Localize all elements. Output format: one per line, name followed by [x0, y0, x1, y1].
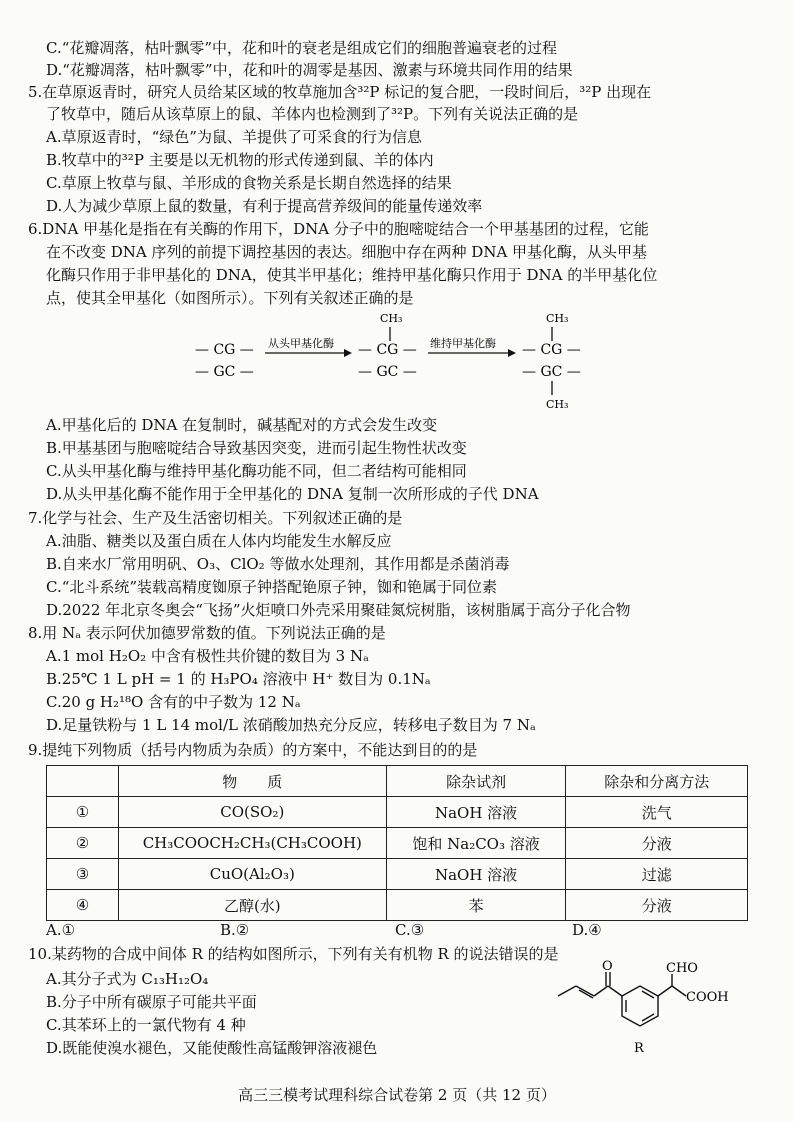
carbonyl-o-label: O: [602, 960, 613, 974]
strand1-gc: — GC —: [195, 364, 254, 380]
substance-cell: 乙醇(水): [118, 890, 386, 921]
table-row: [47, 859, 748, 890]
ch3-top-right: CH₃: [546, 312, 569, 325]
q6-option-a: A.甲基化后的 DNA 在复制时，碱基配对的方式会发生改变: [46, 416, 438, 434]
table-header-cell: 除杂试剂: [386, 766, 566, 797]
ch3-bottom-right: CH₃: [546, 398, 569, 411]
method-cell: 分液: [566, 828, 748, 859]
table-header-cell: 除杂和分离方法: [566, 766, 748, 797]
reagent-cell: NaOH 溶液: [386, 797, 566, 828]
table-row: [47, 797, 748, 828]
arrow1-label: 从头甲基化酶: [268, 337, 334, 350]
q10-option-c: C.其苯环上的一氯代物有 4 种: [46, 1016, 246, 1034]
q7-option-a: A.油脂、糖类以及蛋白质在人体内均能发生水解反应: [46, 532, 392, 550]
arrow2-head: [508, 349, 516, 357]
row-number: ③: [47, 859, 119, 890]
q6-stem-line1: 6.DNA 甲基化是指在有关酶的作用下，DNA 分子中的胞嘧啶结合一个甲基基团的过程，它能: [28, 220, 649, 238]
strand2-cg: — CG —: [358, 342, 417, 358]
q5-stem-line2: 了牧草中，随后从该草原上的鼠、羊体内也检测到了³²P。下列有关说法正确的是: [46, 105, 579, 123]
q4-option-d: D.“花瓣凋落，枯叶飘零”中，花和叶的凋零是基因、激素与环境共同作用的结果: [46, 61, 573, 79]
q10-option-a: A.其分子式为 C₁₃H₁₂O₄: [46, 970, 209, 988]
reagent-cell: 饱和 Na₂CO₃ 溶液: [386, 828, 566, 859]
q9-option-d: D.④: [572, 921, 602, 939]
molecule-r-structure: [550, 960, 750, 1060]
strand3-gc: — GC —: [522, 364, 581, 380]
table-header-cell: [47, 766, 119, 797]
q5-stem-line1: 5.在草原返青时，研究人员给某区域的牧草施加含³²P 标记的复合肥，一段时间后，³²P 出现在: [28, 83, 652, 101]
q8-option-a: A.1 mol H₂O₂ 中含有极性共价键的数目为 3 Nₐ: [46, 647, 369, 665]
substance-cell: CO(SO₂): [118, 797, 386, 828]
cho-label: CHO: [666, 961, 698, 976]
q7-option-d: D.2022 年北京冬奥会“飞扬”火炬喷口外壳采用聚硅氮烷树脂，该树脂属于高分子化合物: [46, 601, 631, 619]
q8-option-d: D.足量铁粉与 1 L 14 mol/L 浓硝酸加热充分反应，转移电子数目为 7 Nₐ: [46, 716, 536, 734]
q6-option-c: C.从头甲基化酶与维持甲基化酶功能不同，但二者结构可能相同: [46, 462, 467, 480]
q5-option-c: C.草原上牧草与鼠、羊形成的食物关系是长期自然选择的结果: [46, 174, 452, 192]
method-cell: 分液: [566, 890, 748, 921]
ch3-top-middle: CH₃: [380, 312, 403, 325]
q7-option-b: B.自来水厂常用明矾、O₃、ClO₂ 等做水处理剂，其作用都是杀菌消毒: [46, 555, 510, 573]
cooh-label: COOH: [686, 990, 729, 1005]
reagent-cell: 苯: [386, 890, 566, 921]
reagent-cell: NaOH 溶液: [386, 859, 566, 890]
q9-stem: 9.提纯下列物质（括号内物质为杂质）的方案中，不能达到目的的是: [28, 741, 478, 759]
substance-cell: CuO(Al₂O₃): [118, 859, 386, 890]
q7-option-c: C.“北斗系统”装载高精度铷原子钟搭配铯原子钟，铷和铯属于同位素: [46, 578, 498, 596]
q6-stem-line2: 在不改变 DNA 序列的前提下调控基因的表达。细胞中存在两种 DNA 甲基化酶，从头甲基: [46, 243, 648, 261]
table-row: [47, 828, 748, 859]
method-cell: 洗气: [566, 797, 748, 828]
q6-option-b: B.甲基基团与胞嘧啶结合导致基因突变，进而引起生物性状改变: [46, 439, 467, 457]
q5-option-b: B.牧草中的³²P 主要是以无机物的形式传递到鼠、羊的体内: [46, 151, 434, 169]
q9-option-b: B.②: [220, 921, 250, 939]
q4-option-c: C.“花瓣凋落，枯叶飘零”中，花和叶的衰老是组成它们的细胞普遍衰老的过程: [46, 39, 558, 57]
arrow2-label: 维持甲基化酶: [430, 337, 496, 350]
q8-stem: 8.用 Nₐ 表示阿伏加德罗常数的值。下列说法正确的是: [28, 624, 386, 642]
row-number: ②: [47, 828, 119, 859]
table-row: [47, 890, 748, 921]
row-number: ①: [47, 797, 119, 828]
q6-stem-line3: 化酶只作用于非甲基化的 DNA，使其半甲基化；维持甲基化酶只作用于 DNA 的半甲基化位: [46, 266, 658, 284]
q9-option-a: A.①: [46, 921, 76, 939]
arrow1-head: [344, 349, 352, 357]
strand3-cg: — CG —: [522, 342, 581, 358]
substance-cell: CH₃COOCH₂CH₃(CH₃COOH): [118, 828, 386, 859]
q10-stem: 10.某药物的合成中间体 R 的结构如图所示，下列有关有机物 R 的说法错误的是: [28, 945, 559, 963]
purification-table: [46, 765, 748, 921]
strand1-cg: — CG —: [195, 342, 254, 358]
q8-option-c: C.20 g H₂¹⁸O 含有的中子数为 12 Nₐ: [46, 693, 301, 711]
dna-methylation-diagram: [190, 306, 610, 414]
strand2-gc: — GC —: [358, 364, 417, 380]
q10-option-b: B.分子中所有碳原子可能共平面: [46, 993, 257, 1011]
table-header-cell: 物 质: [118, 766, 386, 797]
q6-stem-line4: 点，使其全甲基化（如图所示）。下列有关叙述正确的是: [46, 289, 414, 307]
molecule-label: R: [634, 1041, 644, 1056]
table-header-row: [47, 766, 748, 797]
row-number: ④: [47, 890, 119, 921]
q6-option-d: D.从头甲基化酶不能作用于全甲基化的 DNA 复制一次所形成的子代 DNA: [46, 485, 539, 503]
page-footer: 高三三模考试理科综合试卷第 2 页（共 12 页）: [238, 1086, 556, 1104]
q8-option-b: B.25℃ 1 L pH = 1 的 H₃PO₄ 溶液中 H⁺ 数目为 0.1Nₐ: [46, 670, 431, 688]
q9-option-c: C.③: [395, 921, 425, 939]
q10-option-d: D.既能使溴水褪色，又能使酸性高锰酸钾溶液褪色: [46, 1039, 378, 1057]
q5-option-a: A.草原返青时，“绿色”为鼠、羊提供了可采食的行为信息: [46, 128, 422, 146]
q7-stem: 7.化学与社会、生产及生活密切相关。下列叙述正确的是: [28, 509, 403, 527]
method-cell: 过滤: [566, 859, 748, 890]
q5-option-d: D.人为减少草原上鼠的数量，有利于提高营养级间的能量传递效率: [46, 197, 483, 215]
